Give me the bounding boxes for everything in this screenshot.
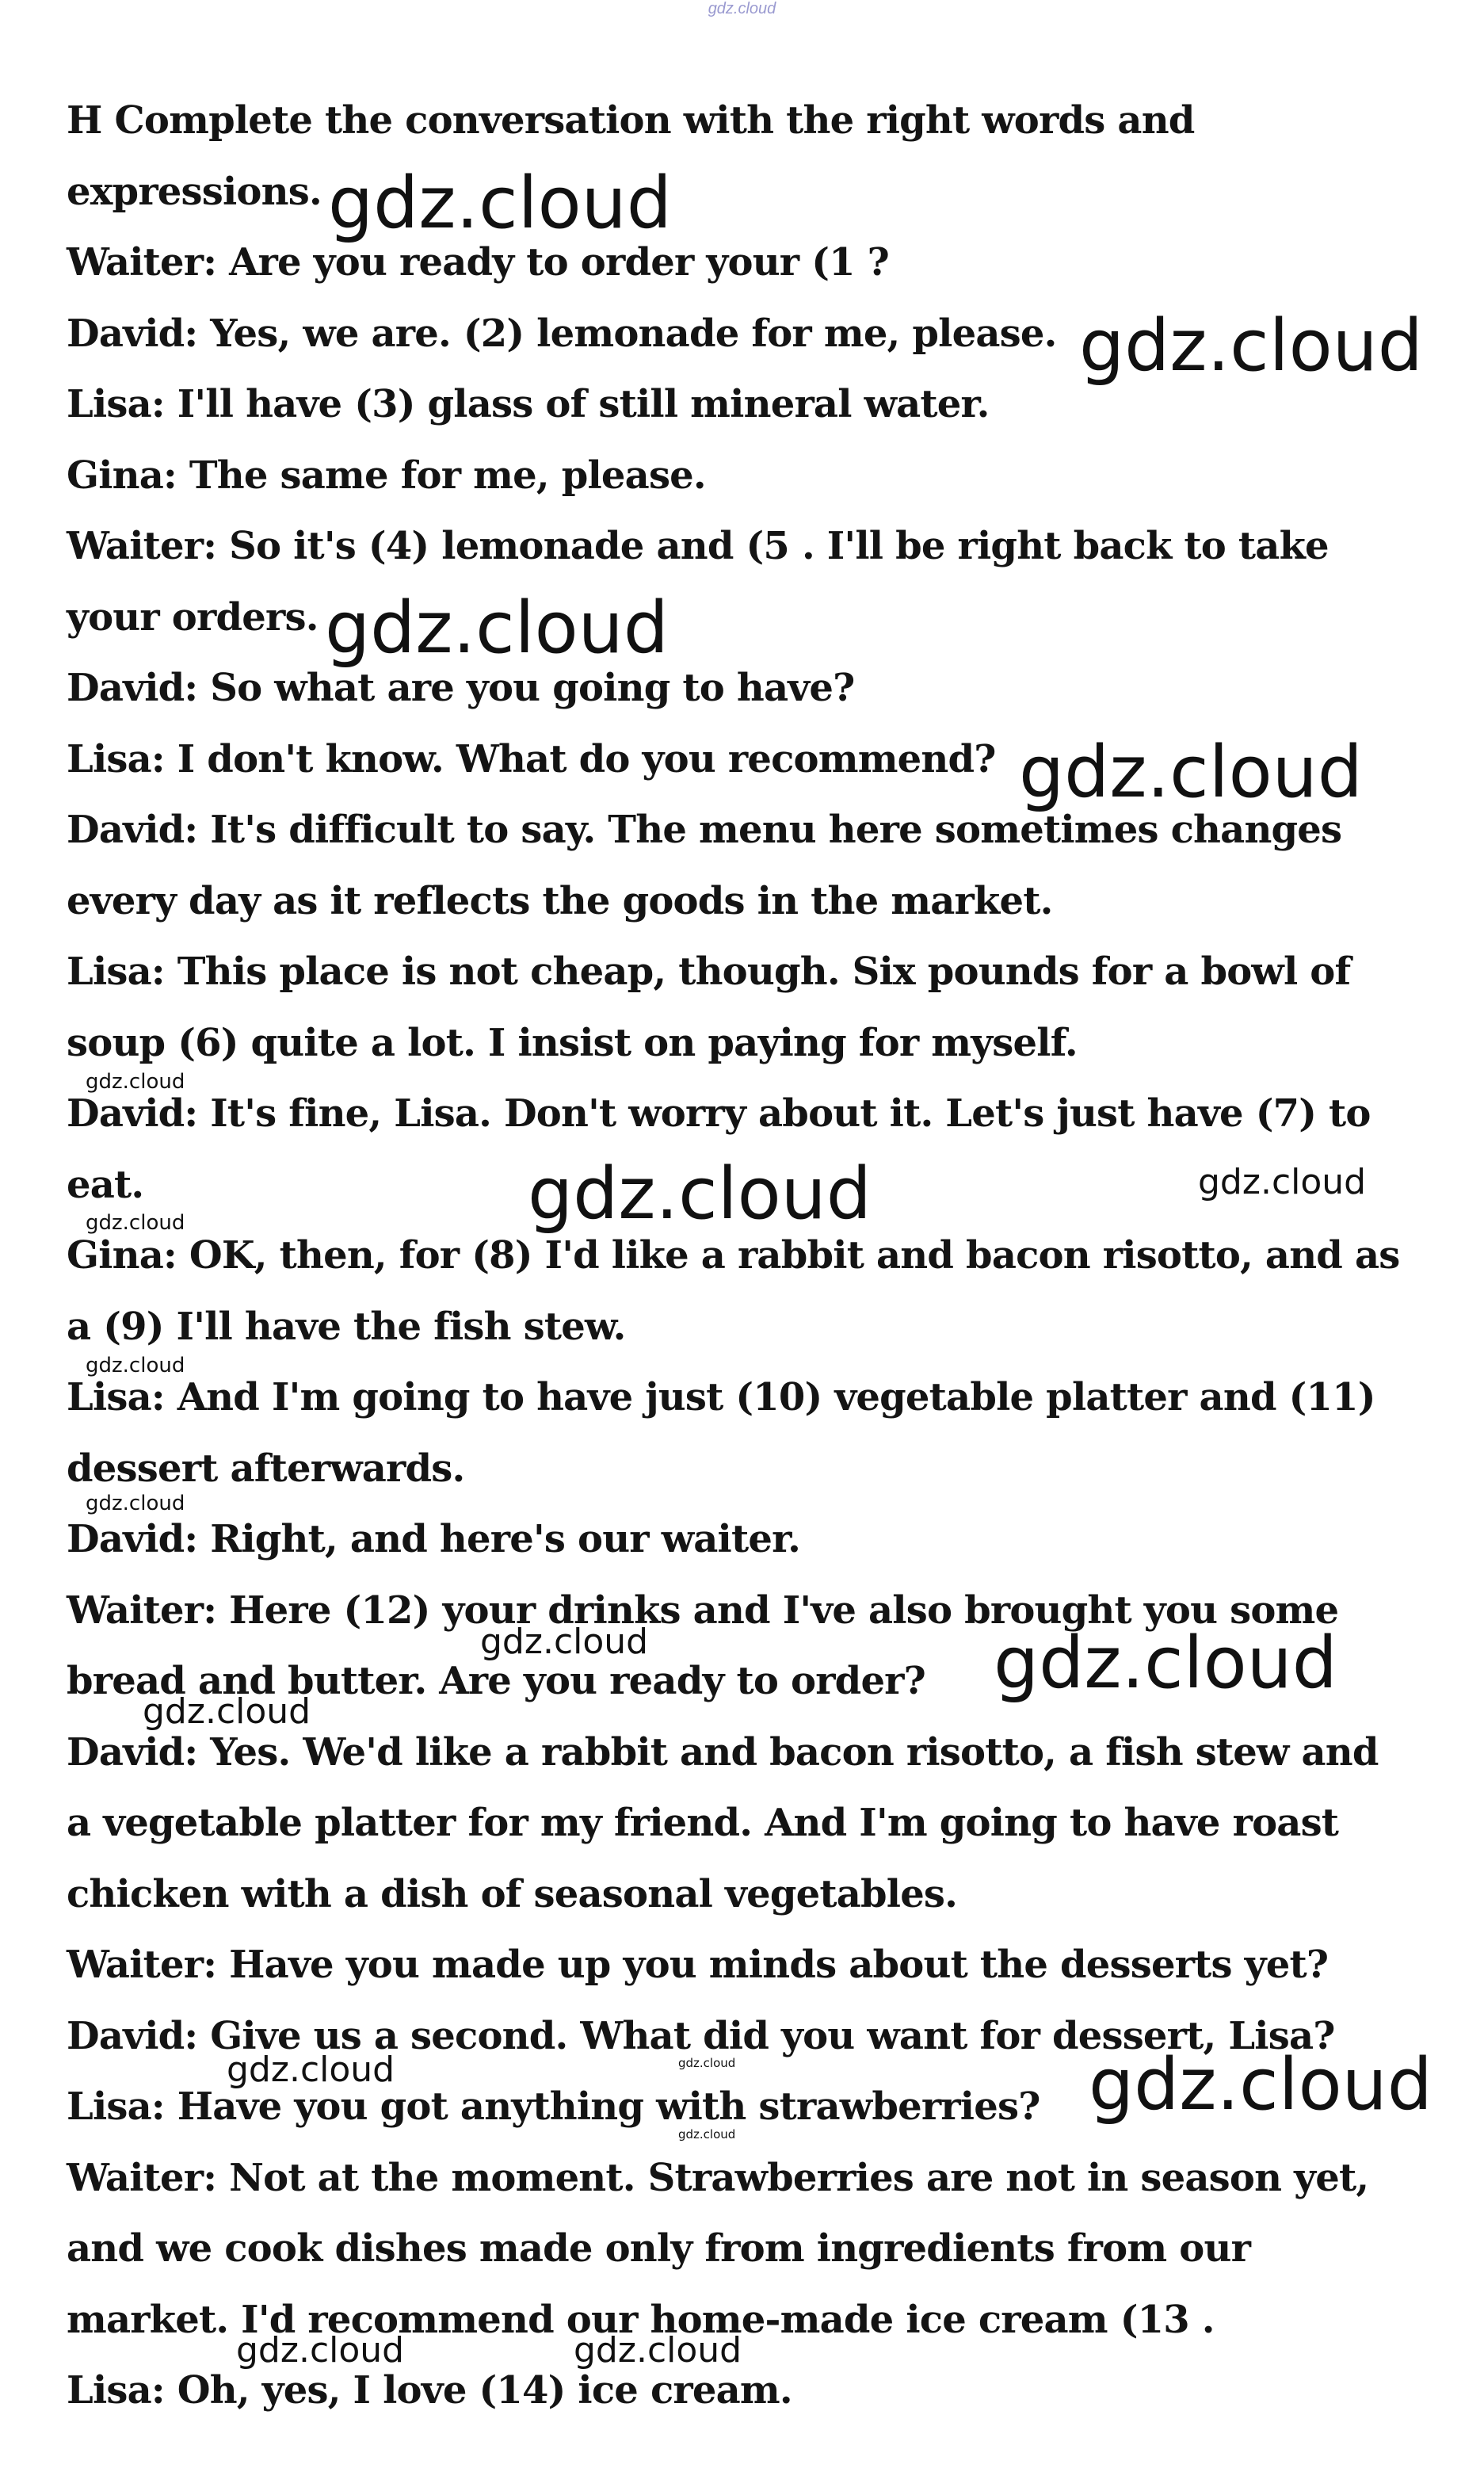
dialogue-line: and we cook dishes made only from ingredients from our [67, 2226, 1251, 2271]
dialogue-line: Waiter: Not at the moment. Strawberries are not in season yet, [67, 2155, 1369, 2200]
exercise-instruction: H Complete the conversation with the right words and [67, 98, 1195, 143]
dialogue-line: eat. [67, 1162, 144, 1207]
dialogue-line: Gina: The same for me, please. [67, 453, 706, 498]
watermark-text: gdz.cloud [86, 1211, 185, 1235]
dialogue-line: David: It's fine, Lisa. Don't worry about it. Let's just have (7) to [67, 1091, 1371, 1136]
watermark-text: gdz.cloud [328, 162, 672, 245]
dialogue-line: David: Give us a second. What did you want for dessert, Lisa? [67, 2013, 1335, 2058]
dialogue-line: Lisa: Oh, yes, I love (14) ice cream. [67, 2368, 792, 2413]
dialogue-line: Lisa: Have you got anything with strawberries? [67, 2084, 1040, 2129]
watermark-text: gdz.cloud [1019, 731, 1363, 814]
watermark-text: gdz.cloud [480, 1622, 649, 1662]
dialogue-line: David: Right, and here's our waiter. [67, 1517, 801, 1561]
watermark-text: gdz.cloud [678, 2127, 736, 2142]
dialogue-line: soup (6) quite a lot. I insist on paying for myself. [67, 1020, 1078, 1065]
dialogue-line: Waiter: Are you ready to order your (1 ? [67, 240, 889, 285]
dialogue-line: David: It's difficult to say. The menu here sometimes changes [67, 808, 1342, 852]
watermark-text: gdz.cloud [86, 1070, 185, 1094]
watermark-text: gdz.cloud [574, 2330, 742, 2371]
dialogue-line: dessert afterwards. [67, 1446, 465, 1491]
dialogue-line: every day as it reflects the goods in the market. [67, 878, 1053, 923]
dialogue-line: Lisa: And I'm going to have just (10) vegetable platter and (11) [67, 1375, 1375, 1419]
dialogue-line: a vegetable platter for my friend. And I'm going to have roast [67, 1801, 1339, 1845]
dialogue-line: David: So what are you going to have? [67, 666, 855, 710]
dialogue-line: Waiter: Here (12) your drinks and I've also brought you some [67, 1588, 1339, 1633]
dialogue-line: market. I'd recommend our home-made ice cream (13 . [67, 2297, 1215, 2342]
watermark-text: gdz.cloud [678, 2056, 736, 2070]
exercise-instruction-cont: expressions. [67, 169, 322, 214]
dialogue-line: Lisa: I don't know. What do you recommend? [67, 736, 996, 781]
dialogue-line: David: Yes. We'd like a rabbit and bacon risotto, a fish stew and [67, 1729, 1379, 1775]
watermark-text: gdz.cloud [86, 1354, 185, 1377]
dialogue-line: your orders. [67, 594, 319, 640]
watermark-text: gdz.cloud [1089, 2043, 1432, 2126]
header-watermark: gdz.cloud [708, 0, 776, 17]
dialogue-line: Waiter: Have you made up you minds about the desserts yet? [67, 1943, 1329, 1987]
watermark-text: gdz.cloud [528, 1152, 872, 1236]
watermark-text: gdz.cloud [143, 1691, 311, 1732]
watermark-text: gdz.cloud [325, 586, 669, 670]
watermark-text: gdz.cloud [994, 1622, 1337, 1705]
dialogue-line: bread and butter. Are you ready to order? [67, 1659, 925, 1703]
dialogue-line: Gina: OK, then, for (8) I'd like a rabbit and bacon risotto, and as [67, 1233, 1400, 1278]
dialogue-line: Lisa: I'll have (3) glass of still mineral water. [67, 382, 990, 426]
dialogue-line: Waiter: So it's (4) lemonade and (5 . I'll be right back to take [67, 524, 1329, 568]
dialogue-line: Lisa: This place is not cheap, though. Six pounds for a bowl of [67, 949, 1351, 994]
dialogue-line: chicken with a dish of seasonal vegetables. [67, 1871, 958, 1916]
watermark-text: gdz.cloud [1198, 1162, 1367, 1202]
dialogue-line: David: Yes, we are. (2) lemonade for me, please. [67, 311, 1057, 356]
dialogue-line: a (9) I'll have the fish stew. [67, 1304, 626, 1349]
watermark-text: gdz.cloud [227, 2050, 395, 2090]
watermark-text: gdz.cloud [1079, 304, 1423, 388]
watermark-text: gdz.cloud [86, 1492, 185, 1515]
watermark-text: gdz.cloud [236, 2330, 405, 2371]
